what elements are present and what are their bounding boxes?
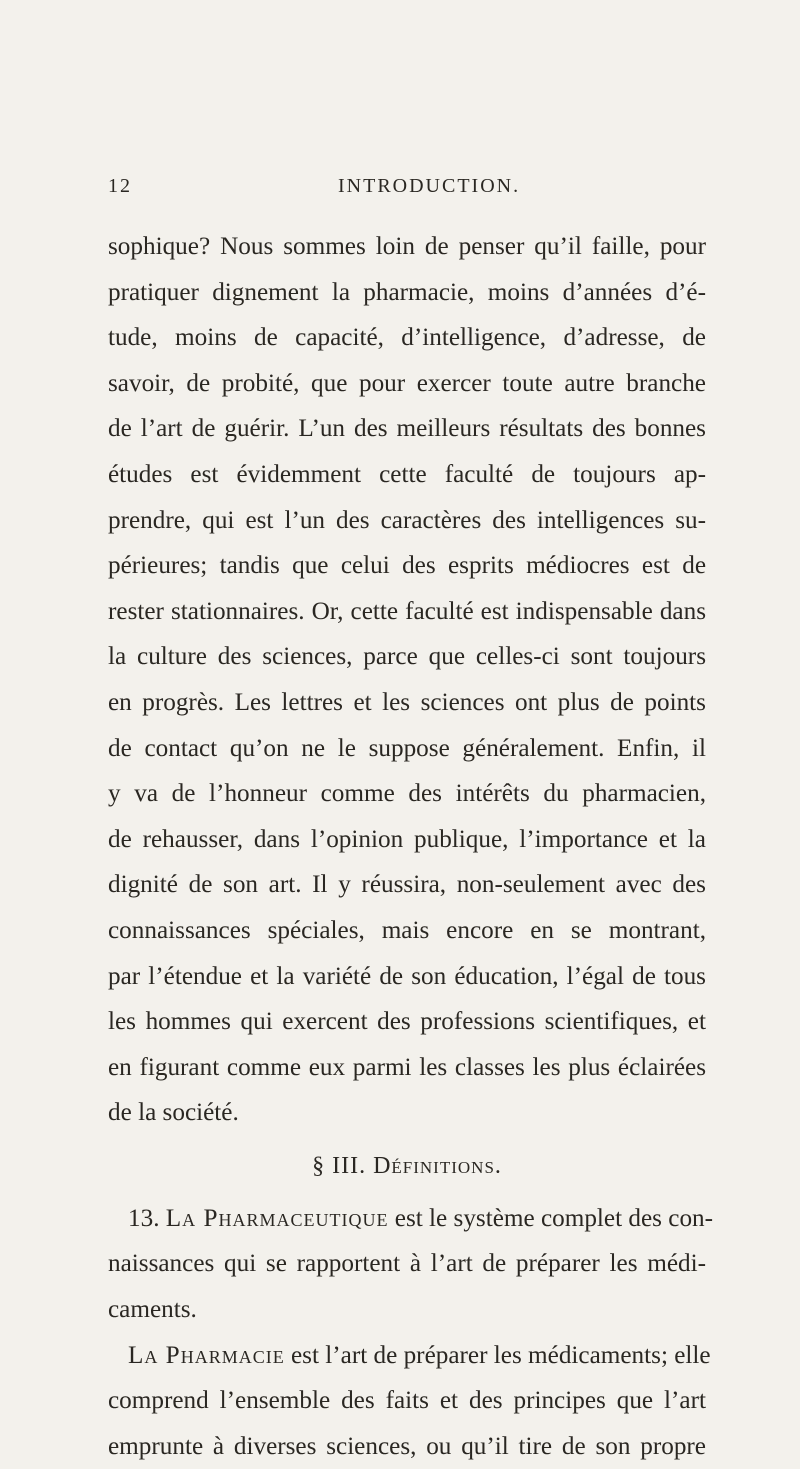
definition-pharmacie: [108, 1333, 711, 1469]
running-title: INTRODUCTION.: [338, 175, 521, 197]
text-line: périeures; tandis que celui des esprits médiocres est de: [108, 552, 706, 580]
text-line: de l’art de guérir. L’un des meilleurs résultats des bonnes: [108, 415, 706, 443]
definition-term: La Pharmacie: [128, 1341, 285, 1369]
text-line: dignité de son art. Il y réussira, non-seulement avec des: [108, 871, 706, 899]
text-line: prendre, qui est l’un des caractères des intelligences su-: [108, 506, 706, 534]
section-title: Définitions.: [373, 1152, 502, 1179]
text-line: en progrès. Les lettres et les sciences ont plus de points: [108, 688, 706, 716]
text-line: de contact qu’on ne le suppose généralement. Enfin, il: [108, 734, 706, 762]
text-line: par l’étendue et la variété de son éducation, l’égal de tous: [108, 962, 706, 990]
section-symbol: §: [312, 1152, 326, 1179]
text-line: études est évidemment cette faculté de toujours ap-: [108, 460, 706, 488]
text-line: la culture des sciences, parce que celles-ci sont toujours: [108, 643, 706, 671]
running-head: [108, 175, 700, 205]
text-line: de rehausser, dans l’opinion publique, l’importance et la: [108, 825, 706, 853]
text-line: comprend l’ensemble des faits et des principes que l’art: [108, 1387, 706, 1415]
section-number: III.: [332, 1152, 367, 1179]
definition-text: est le système complet des con-: [394, 1204, 714, 1232]
body-text: [108, 224, 714, 1469]
definition-pharmaceutique: [108, 1196, 714, 1333]
text-line: tude, moins de capacité, d’intelligence, d’adresse, de: [108, 324, 706, 352]
text-line: naissances qui se rapportent à l’art de préparer les médi-: [108, 1250, 706, 1278]
text-line: [108, 1333, 711, 1379]
text-line: emprunte à diverses sciences, ou qu’il tire de son propre: [108, 1432, 706, 1460]
text-line: sophique? Nous sommes loin de penser qu’il faille, pour: [108, 233, 706, 260]
text-line: pratiquer dignement la pharmacie, moins d’années d’é-: [108, 278, 706, 306]
text-line: les hommes qui exercent des professions scientifiques, et: [108, 1008, 706, 1036]
text-line: rester stationnaires. Or, cette faculté est indispensable dans: [108, 597, 706, 625]
text-line: connaissances spéciales, mais encore en se montrant,: [108, 916, 706, 944]
text-line: savoir, de probité, que pour exercer toute autre branche: [108, 369, 706, 397]
text-line: en figurant comme eux parmi les classes les plus éclairées: [108, 1053, 706, 1081]
text-line: de la société.: [108, 1099, 239, 1127]
definition-number: 13.: [128, 1204, 160, 1232]
definition-term: La Pharmaceutique: [165, 1204, 389, 1232]
text-line: [108, 1196, 714, 1242]
section-heading: [108, 1136, 706, 1196]
text-line: caments.: [108, 1296, 197, 1324]
text-line: y va de l’honneur comme des intérêts du pharmacien,: [108, 780, 706, 808]
definition-text: est l’art de préparer les médicaments; elle: [291, 1341, 711, 1369]
paragraph: [108, 224, 706, 1136]
page-number: 12: [108, 175, 132, 197]
